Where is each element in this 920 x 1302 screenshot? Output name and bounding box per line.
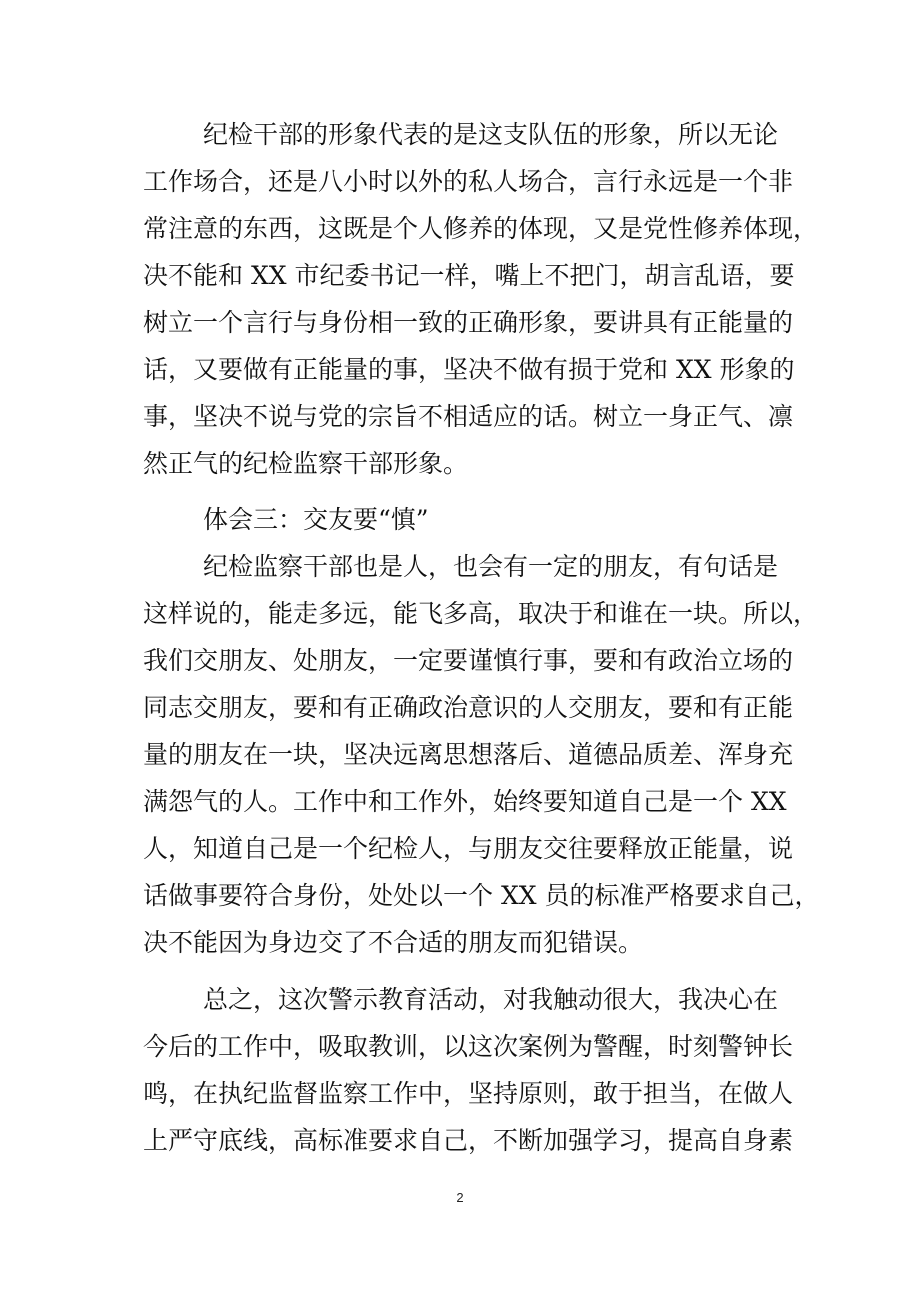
paragraph-4-line-1: 总之，这次警示教育活动，对我触动很大，我决心在 <box>203 985 779 1014</box>
paragraph-3-line-3: 我们交朋友、处朋友，一定要谨慎行事，要和有政治立场的 <box>143 646 794 675</box>
paragraph-1-line-6: 话，又要做有正能量的事，坚决不做有损于党和 XX 形象的 <box>143 355 795 384</box>
page-number: 2 <box>456 1190 464 1205</box>
paragraph-3-line-4: 同志交朋友，要和有正确政治意识的人交朋友，要和有正能 <box>143 693 794 722</box>
paragraph-1-line-3: 常注意的东西，这既是个人修养的体现，又是党性修养体现， <box>143 214 819 243</box>
paragraph-1-line-8: 然正气的纪检监察干部形象。 <box>143 449 469 478</box>
section-heading: 体会三：交友要“慎” <box>203 505 429 534</box>
paragraph-4-line-3: 鸣，在执纪监督监察工作中，坚持原则，敢于担当，在做人 <box>143 1079 794 1108</box>
paragraph-3-line-8: 话做事要符合身份，处处以一个 XX 员的标准严格要求自己， <box>143 881 820 910</box>
paragraph-3-line-5: 量的朋友在一块，坚决远离思想落后、道德品质差、浑身充 <box>143 740 794 769</box>
paragraph-3-line-2: 这样说的，能走多远，能飞多高，取决于和谁在一块。所以， <box>143 599 819 628</box>
paragraph-1-line-7: 事，坚决不说与党的宗旨不相适应的话。树立一身正气、凛 <box>143 402 794 431</box>
paragraph-3-line-6: 满怨气的人。工作中和工作外，始终要知道自己是一个 XX <box>143 787 787 816</box>
paragraph-1-line-1: 纪检干部的形象代表的是这支队伍的形象，所以无论 <box>203 120 779 149</box>
paragraph-1-line-2: 工作场合，还是八小时以外的私人场合，言行永远是一个非 <box>143 167 794 196</box>
paragraph-4-line-4: 上严守底线，高标准要求自己，不断加强学习，提高自身素 <box>143 1126 794 1155</box>
paragraph-4-line-2: 今后的工作中，吸取教训，以这次案例为警醒，时刻警钟长 <box>143 1032 794 1061</box>
paragraph-1-line-5: 树立一个言行与身份相一致的正确形象，要讲具有正能量的 <box>143 308 794 337</box>
paragraph-3-line-7: 人，知道自己是一个纪检人，与朋友交往要释放正能量，说 <box>143 834 794 863</box>
paragraph-1-line-4: 决不能和 XX 市纪委书记一样，嘴上不把门，胡言乱语，要 <box>143 261 795 290</box>
paragraph-3-line-9: 决不能因为身边交了不合适的朋友而犯错误。 <box>143 928 644 957</box>
paragraph-3-line-1: 纪检监察干部也是人，也会有一定的朋友，有句话是 <box>203 552 779 581</box>
